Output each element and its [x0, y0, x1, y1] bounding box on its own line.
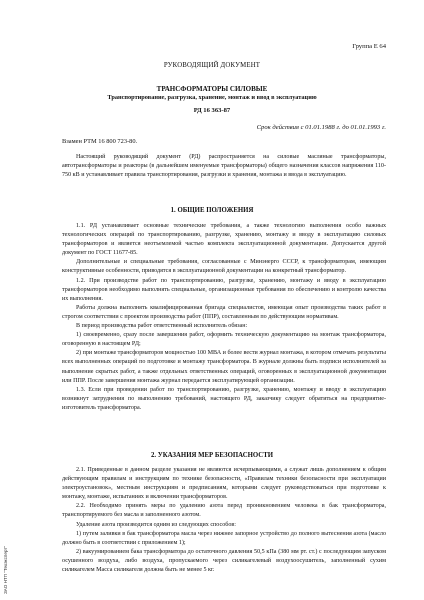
document-code: РД 16 363-87 — [193, 107, 231, 114]
document-subtitle: Транспортирование, разгрузка, хранение, монтаж и ввод в эксплуатацию — [107, 94, 317, 101]
paragraph: 1) путем заливки в бак трансформатора масла через нижнее запорное устройство до полного вытеснения азота (масло должно быть в соответствии с приложением 1); — [62, 530, 386, 546]
section-1-body — [62, 222, 386, 413]
paragraph: 2) при монтаже трансформаторов мощностью 100 МВА и более вести журнал монтажа, в котором отмечать результаты всех выполненных операций по подготовке и монтажу трансформатора. В журнале должны быть подписи исполнителей за выполнение скрытых работ, а также отдельных ответственных операций, оговоренных в эксплуатационной документации или ППР. После завершения монтажа журнал передается эксплуатирующей организации. — [62, 350, 386, 384]
intro-block — [62, 153, 386, 180]
paragraph: 1.1. РД устанавливает основные технические требования, а также технологию выполнения особо важных технологических операций по транспортированию, разгрузке, хранению, монтажу и вводу в эксплуатацию силовых трансформаторов и является неотъемлемой частью комплекта эксплуатационной документации. Допускается другой документ по ГОСТ 11677-85. — [62, 223, 386, 257]
paragraph: В период производства работ ответственный исполнитель обязан: — [76, 323, 248, 330]
section-2-body — [62, 466, 386, 575]
paragraph: 1.2. При производстве работ по транспортированию, разгрузке, хранению, монтажу и вводу в эксплуатацию трансформаторов необходимо выполнять специальные, организационные требования по обеспечению и контролю качества их выполнения. — [62, 277, 386, 302]
paragraph: 2) вакуумированием бака трансформатора до остаточного давления 50,5 кПа (380 мм рт. ст.) с последующим запуском осушенного воздуха, либо воздуха, пропускаемого через силикагелевый воздухоосушитель, заполненный сухим силикагелем Масса силикагеля должна быть не менее 5 кг. — [62, 548, 386, 574]
publisher-label: ЗАО НТП "Техэксперт" — [3, 545, 8, 594]
paragraph: Дополнительные и специальные требования, согласованные с Минэнерго СССР, к трансформаторам, имеющим конструктивные особенности, приводятся в эксплуатационной документации на конкретный трансформатор. — [62, 259, 386, 275]
replaces-note: Взамен РТМ 16 800 723-80. — [62, 138, 138, 145]
paragraph: Работы должна выполнять квалифицированная бригада специалистов, имеющая опыт производства таких работ в строгом соответствии с проектом производства работ (ППР), составленным по действующим нормативам. — [62, 304, 386, 320]
document-title: ТРАНСФОРМАТОРЫ СИЛОВЫЕ — [156, 85, 268, 93]
publisher-side-note — [2, 484, 10, 594]
group-code: Группа Е 64 — [352, 43, 386, 50]
section-2-heading: 2. УКАЗАНИЯ МЕР БЕЗОПАСНОСТИ — [150, 452, 274, 459]
validity-period: Срок действия с 01.01.1988 г. до 01.01.1993 г. — [256, 124, 386, 131]
paragraph: Удаление азота производится одним из следующих способов: — [76, 521, 236, 528]
section-1-heading: 1. ОБЩИЕ ПОЛОЖЕНИЯ — [170, 207, 254, 214]
paragraph: 1.3. Если при проведении работ по транспортированию, разгрузке, хранению, монтажу и вводу в эксплуатацию возникнут затруднения по выполнению требований, настоящего РД, заказчику следует обратиться на предприятие-изготовитель трансформатора. — [62, 386, 386, 411]
paragraph: 1) своевременно, сразу после завершения работ, оформить техническую документацию на монтаж трансформатора, оговоренную в настоящем РД; — [62, 332, 386, 348]
paragraph: 2.2. Необходимо принять меры по удалению азота перед проникновением человека в бак трансформатора, транспортируемого без масла и заполненного азотом. — [62, 503, 386, 519]
document-type: РУКОВОДЯЩИЙ ДОКУМЕНТ — [163, 62, 261, 69]
paragraph: 2.1. Приведенные в данном разделе указания не являются исчерпывающими, а служат лишь дополнением к общим действующим правилам и инструкциям по технике безопасности, «Правилам техники безопасности при эксплуатации электроустановок», местным инструкциям и предписаниям, которыми следует руководствоваться при подготовке к монтажу, монтаже, испытаниях и включении трансформаторов. — [62, 467, 386, 501]
intro-paragraph: Настоящий руководящий документ (РД) распространяется на силовые масляные трансформаторы, автотрансформаторы и реакторы (в дальнейшем именуемые трансформаторы) общего назначения классов напряжения 110-750 кВ и устанавливает правила транспортирования, разгрузки и хранения, монтажа и ввода в эксплуатацию. — [62, 154, 386, 179]
